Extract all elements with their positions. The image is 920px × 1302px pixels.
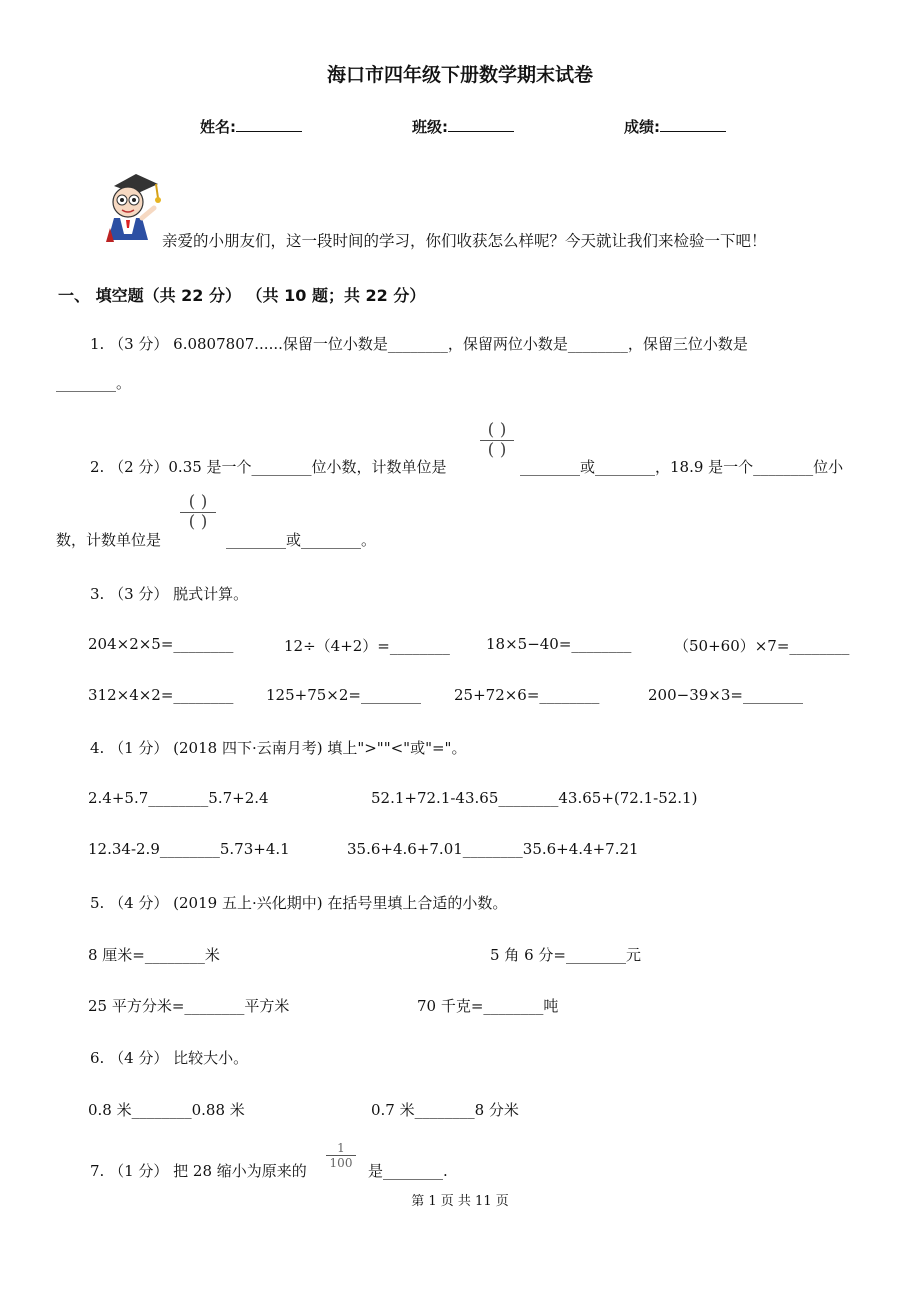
compare-item: 0.8 米________0.88 米 bbox=[88, 1101, 245, 1119]
question-2-line-1a: 2. （2 分）0.35 是一个________位小数，计数单位是 bbox=[90, 458, 447, 476]
name-field bbox=[200, 116, 302, 137]
question-2-line-2b: ________或________。 bbox=[226, 531, 377, 549]
class-field bbox=[412, 116, 514, 137]
page-title: 海口市四年级下册数学期末试卷 bbox=[326, 64, 593, 86]
question-7-text-b: 是________. bbox=[368, 1162, 448, 1180]
fraction-blank bbox=[480, 422, 514, 459]
calc-item: 18×5−40=________ bbox=[486, 635, 632, 653]
fraction-numerator: ( ) bbox=[188, 492, 208, 512]
fraction-denominator: ( ) bbox=[487, 440, 507, 460]
name-label: 姓名: bbox=[200, 118, 236, 136]
class-blank bbox=[448, 116, 514, 132]
unit-convert-item: 5 角 6 分=________元 bbox=[490, 946, 641, 964]
score-blank bbox=[660, 116, 726, 132]
question-3-heading: 3. （3 分） 脱式计算。 bbox=[90, 585, 249, 603]
question-5-heading: 5. （4 分） (2019 五上·兴化期中) 在括号里填上合适的小数。 bbox=[90, 894, 508, 912]
scholar-mascot-icon bbox=[92, 168, 168, 244]
unit-convert-item: 70 千克=________吨 bbox=[417, 997, 559, 1015]
page-footer: 第 1 页 共 11 页 bbox=[411, 1194, 509, 1209]
compare-item: 52.1+72.1-43.65________43.65+(72.1-52.1) bbox=[371, 789, 698, 807]
name-blank bbox=[236, 116, 302, 132]
compare-item: 0.7 米________8 分米 bbox=[371, 1101, 519, 1119]
compare-item: 35.6+4.6+7.01________35.6+4.4+7.21 bbox=[347, 840, 639, 858]
class-label: 班级: bbox=[412, 118, 448, 136]
section-heading-fill-blank: 一、 填空题（共 22 分） （共 10 题；共 22 分） bbox=[58, 286, 426, 305]
score-field bbox=[624, 116, 726, 137]
compare-item: 12.34-2.9________5.73+4.1 bbox=[88, 840, 290, 858]
calc-item: 312×4×2=________ bbox=[88, 686, 234, 704]
question-1-line-2: ________。 bbox=[56, 374, 132, 392]
unit-convert-item: 25 平方分米=________平方米 bbox=[88, 997, 290, 1015]
calc-item: 125+75×2=________ bbox=[266, 686, 421, 704]
calc-item: 25+72×6=________ bbox=[454, 686, 600, 704]
calc-item: 12÷（4+2）=________ bbox=[284, 637, 450, 655]
question-7-text-a: 7. （1 分） 把 28 缩小为原来的 bbox=[90, 1162, 307, 1180]
question-1-line-1: 1. （3 分） 6.0807807......保留一位小数是________，保留两位小数是________，保留三位小数是 bbox=[90, 335, 748, 353]
compare-item: 2.4+5.7________5.7+2.4 bbox=[88, 789, 269, 807]
unit-convert-item: 8 厘米=________米 bbox=[88, 946, 220, 964]
question-2-line-1b: ________或________，18.9 是一个________位小 bbox=[520, 458, 844, 476]
calc-item: （50+60）×7=________ bbox=[674, 637, 850, 655]
fraction-blank bbox=[180, 494, 216, 531]
fraction-denominator: 100 bbox=[329, 1156, 353, 1170]
question-4-heading: 4. （1 分） (2018 四下·云南月考) 填上">""<"或"="。 bbox=[90, 739, 467, 757]
fraction-one-hundredth bbox=[326, 1142, 356, 1169]
question-6-heading: 6. （4 分） 比较大小。 bbox=[90, 1049, 249, 1067]
fraction-numerator: ( ) bbox=[487, 420, 507, 440]
score-label: 成绩: bbox=[624, 118, 660, 136]
calc-item: 204×2×5=________ bbox=[88, 635, 234, 653]
greeting-text: 亲爱的小朋友们，这一段时间的学习，你们收获怎么样呢？今天就让我们来检验一下吧！ bbox=[162, 232, 767, 250]
fraction-denominator: ( ) bbox=[188, 512, 208, 532]
calc-item: 200−39×3=________ bbox=[648, 686, 803, 704]
question-2-line-2a: 数，计数单位是 bbox=[56, 531, 162, 549]
fraction-numerator: 1 bbox=[337, 1141, 345, 1155]
